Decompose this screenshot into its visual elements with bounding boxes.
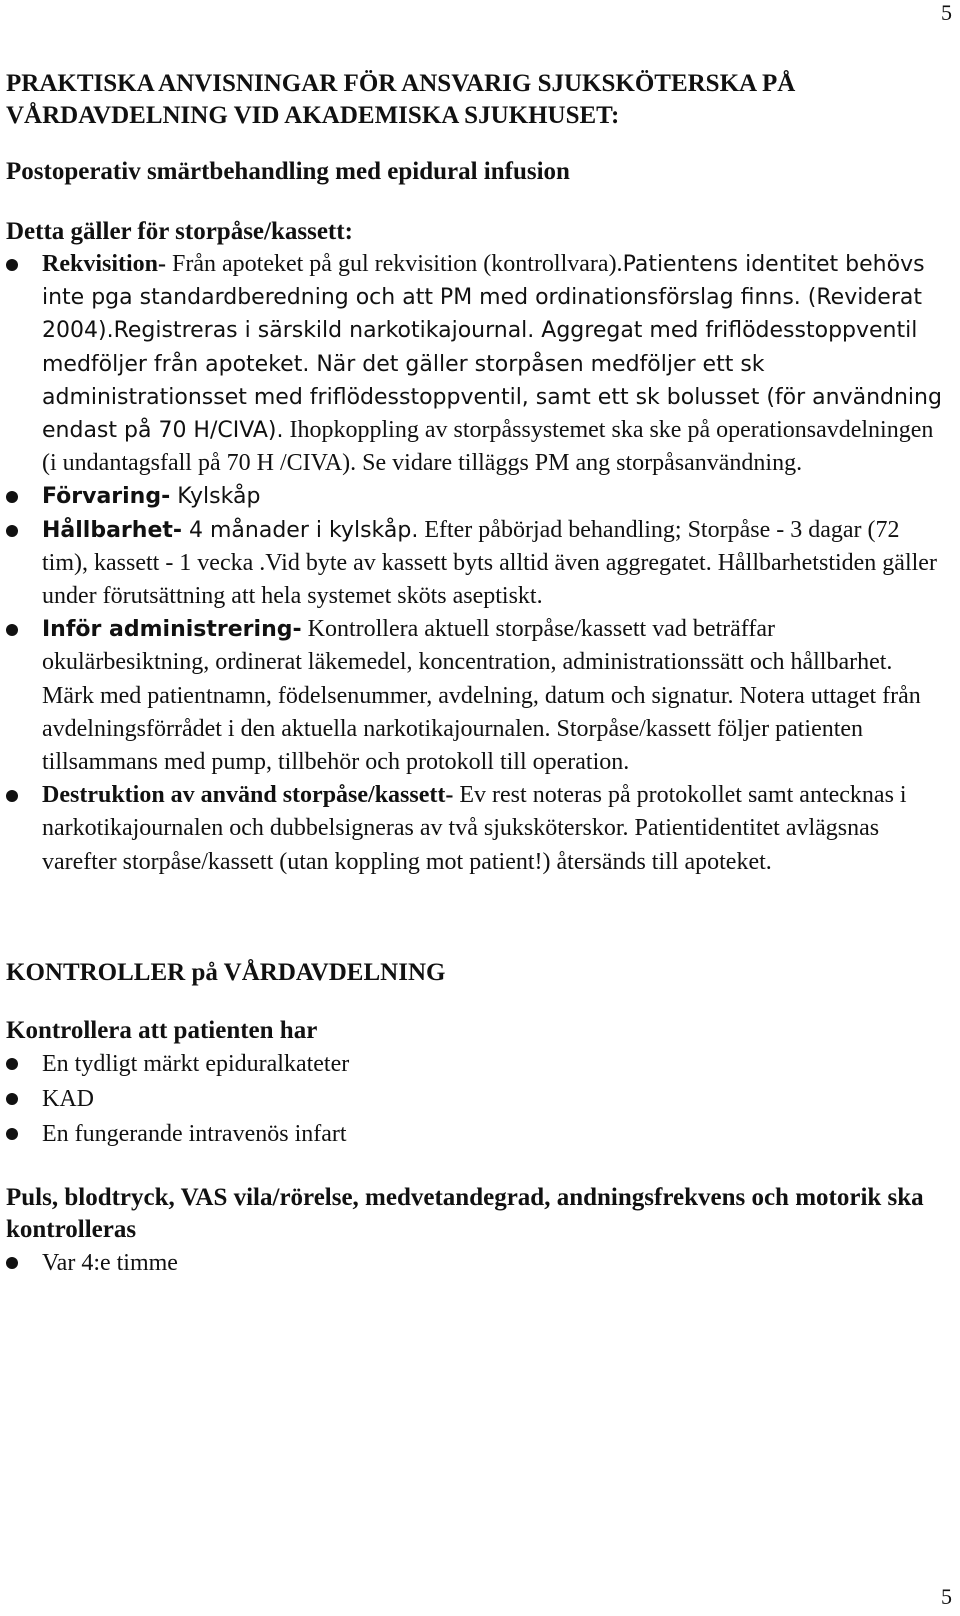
bullet-icon (6, 1128, 18, 1140)
bullet-icon (6, 624, 18, 636)
page-number-bottom: 5 (941, 1584, 952, 1609)
item-text: 4 månader i kylskåp. (182, 517, 419, 543)
bullet-icon (6, 525, 18, 537)
list-item-forvaring (6, 480, 944, 513)
list-item-rekvisition (6, 248, 944, 480)
list-item-destruktion (6, 779, 944, 879)
list-item (6, 1117, 944, 1152)
bullet-icon (6, 790, 18, 802)
list-item-hallbarhet (6, 514, 944, 614)
item-label: Förvaring- (42, 484, 171, 510)
bullet-icon (6, 1257, 18, 1269)
list-item (6, 1082, 944, 1117)
instructions-list (6, 248, 944, 879)
document-title: PRAKTISKA ANVISNINGAR FÖR ANSVARIG SJUKSKÖTERSKA PÅ VÅRDAVDELNING VID AKADEMISKA SJUKHUSET: (6, 70, 796, 129)
item-text: Kylskåp (170, 484, 261, 510)
document-subtitle: Postoperativ smärtbehandling med epidural infusion (6, 158, 570, 185)
item-text: Efter påbörjad behandling; Storpåse - 3 dagar (72 tim), kassett - 1 vecka .Vid byte av kassett byts alltid även aggregatet. Hållbarhetstiden gäller under förutsättning att hela systemet sköts aseptiskt. (42, 516, 937, 610)
monitoring-lead: Puls, blodtryck, VAS vila/rörelse, medvetandegrad, andningsfrekvens och motorik ska kontrolleras (6, 1183, 924, 1243)
page-number-top: 5 (941, 0, 952, 25)
section-title: KONTROLLER på VÅRDAVDELNING (6, 958, 446, 986)
item-label: Hållbarhet- (42, 517, 183, 543)
item-text: Från apoteket på gul rekvisition (kontrollvara). (166, 251, 623, 277)
monitoring-list (6, 1246, 944, 1281)
bullet-icon (6, 1093, 18, 1105)
item-text: En tydligt märkt epiduralkateter (42, 1050, 350, 1077)
item-text: Ihopkoppling av storpåssystemet ska ske på operationsavdelningen (i undantagsfall på 70 H /CIVA). Se vidare tilläggs PM ang storpåsanvändning. (42, 417, 934, 477)
item-text: En fungerande intravenös infart (42, 1120, 347, 1147)
document-body (6, 68, 944, 1281)
item-text: Ev rest noteras på protokollet samt antecknas i narkotikajournalen och dubbelsigneras av två sjuksköterskor. Patientidentitet avlägsnas varefter storpåse/kassett (utan koppling mot patient!) återsänds till apoteket. (42, 782, 907, 875)
list-lead: Detta gäller för storpåse/kassett: (6, 218, 353, 245)
list-item-infor-administrering (6, 613, 944, 779)
controls-list (6, 1047, 944, 1152)
item-text: Kontrollera aktuell storpåse/kassett vad beträffar okulärbesiktning, ordinerat läkemedel, koncentration, administrationssätt och hållbarhet. Märk med patientnamn, födelsenummer, avdelning, datum och signatur. Notera uttaget från avdelningsförrådet i den aktuella narkotikajournalen. Storpåse/kassett följer patienten tillsammans med pump, tillbehör och protokoll till operation. (42, 616, 921, 776)
item-label: Inför administrering- (42, 617, 302, 643)
item-text: Var 4:e timme (42, 1249, 178, 1276)
item-text: Patientens identitet behövs inte pga standardberedning och att PM med ordinationsförslag finns. (Reviderat 2004).Registreras i särskild narkotikajournal. Aggregat med friflödesstoppventil medföljer från apoteket. När det gäller storpåsen medföljer ett sk administrationsset med friflödesstoppventil, samt ett sk bolusset (för användning endast på 70 H/CIVA). (42, 252, 942, 444)
bullet-icon (6, 1058, 18, 1070)
item-label: Destruktion av använd storpåse/kassett- (42, 782, 454, 809)
bullet-icon (6, 491, 18, 503)
item-text: KAD (42, 1085, 94, 1112)
bullet-icon (6, 259, 18, 271)
section-lead: Kontrollera att patienten har (6, 1016, 318, 1044)
item-label: Rekvisition- (42, 251, 167, 277)
list-item (6, 1246, 944, 1281)
list-item (6, 1047, 944, 1082)
